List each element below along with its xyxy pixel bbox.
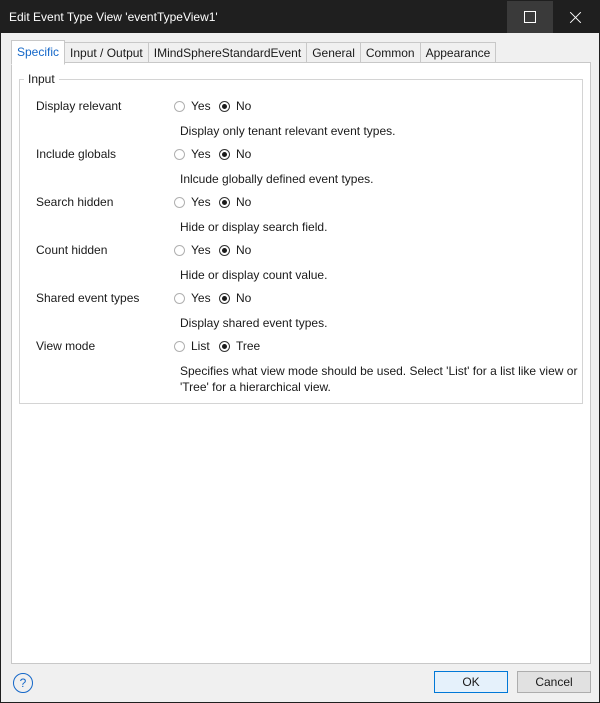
- tab-general[interactable]: General: [307, 42, 361, 63]
- radio-label: Yes: [191, 147, 211, 161]
- tab-specific[interactable]: Specific: [11, 40, 65, 65]
- include-globals-no-radio[interactable]: [219, 147, 251, 161]
- count-hidden-label: Count hidden: [36, 243, 108, 257]
- view-mode-label: View mode: [36, 339, 96, 353]
- count-hidden-no-radio[interactable]: [219, 243, 251, 257]
- radio-label: No: [236, 99, 252, 113]
- radio-unchecked-icon: [174, 293, 185, 304]
- tab-common[interactable]: Common: [361, 42, 421, 63]
- shared-event-types-label: Shared event types: [36, 291, 140, 305]
- window-title: Edit Event Type View 'eventTypeView1': [9, 10, 218, 24]
- radio-unchecked-icon: [174, 101, 185, 112]
- radio-checked-icon: [219, 101, 230, 112]
- tab-input-output[interactable]: Input / Output: [65, 42, 149, 63]
- radio-label: No: [236, 291, 252, 305]
- tab-imindsphere-standard-event[interactable]: IMindSphereStandardEvent: [149, 42, 307, 63]
- radio-label: List: [191, 339, 210, 353]
- view-mode-description: Specifies what view mode should be used. Select 'List' for a list like view or 'Tree' for a hierarchical view.: [180, 364, 578, 394]
- title-bar[interactable]: [1, 1, 599, 33]
- radio-label: No: [236, 243, 252, 257]
- radio-checked-icon: [219, 341, 230, 352]
- radio-unchecked-icon: [174, 341, 185, 352]
- include-globals-yes-radio[interactable]: [174, 147, 211, 161]
- radio-checked-icon: [219, 293, 230, 304]
- ok-button[interactable]: OK: [434, 671, 508, 693]
- group-legend: Input: [24, 72, 59, 86]
- include-globals-description: Inlcude globally defined event types.: [180, 172, 374, 186]
- view-mode-tree-radio[interactable]: [219, 339, 260, 353]
- search-hidden-no-radio[interactable]: [219, 195, 251, 209]
- radio-checked-icon: [219, 197, 230, 208]
- tab-panel-specific: [11, 62, 591, 664]
- maximize-icon: [524, 11, 536, 23]
- radio-label: Yes: [191, 195, 211, 209]
- search-hidden-label: Search hidden: [36, 195, 114, 209]
- cancel-button[interactable]: Cancel: [517, 671, 591, 693]
- shared-event-types-yes-radio[interactable]: [174, 291, 211, 305]
- count-hidden-description: Hide or display count value.: [180, 268, 328, 282]
- radio-label: Tree: [236, 339, 261, 353]
- radio-label: No: [236, 147, 252, 161]
- close-button[interactable]: [553, 1, 599, 33]
- shared-event-types-no-radio[interactable]: [219, 291, 251, 305]
- radio-unchecked-icon: [174, 149, 185, 160]
- tab-appearance[interactable]: Appearance: [421, 42, 497, 63]
- display-relevant-yes-radio[interactable]: [174, 99, 211, 113]
- radio-unchecked-icon: [174, 197, 185, 208]
- search-hidden-description: Hide or display search field.: [180, 220, 328, 234]
- maximize-button[interactable]: [507, 1, 553, 33]
- view-mode-list-radio[interactable]: [174, 339, 210, 353]
- include-globals-label: Include globals: [36, 147, 117, 161]
- help-button[interactable]: [13, 673, 33, 693]
- count-hidden-yes-radio[interactable]: [174, 243, 211, 257]
- radio-unchecked-icon: [174, 245, 185, 256]
- radio-label: Yes: [191, 243, 211, 257]
- tab-bar: [11, 40, 496, 63]
- radio-label: No: [236, 195, 252, 209]
- display-relevant-label: Display relevant: [36, 99, 122, 113]
- input-group: [19, 72, 583, 404]
- radio-label: Yes: [191, 291, 211, 305]
- help-icon: ?: [19, 676, 27, 690]
- shared-event-types-description: Display shared event types.: [180, 316, 328, 330]
- radio-checked-icon: [219, 245, 230, 256]
- radio-label: Yes: [191, 99, 211, 113]
- radio-checked-icon: [219, 149, 230, 160]
- display-relevant-no-radio[interactable]: [219, 99, 251, 113]
- display-relevant-description: Display only tenant relevant event types.: [180, 124, 396, 138]
- close-icon: [570, 11, 582, 23]
- search-hidden-yes-radio[interactable]: [174, 195, 211, 209]
